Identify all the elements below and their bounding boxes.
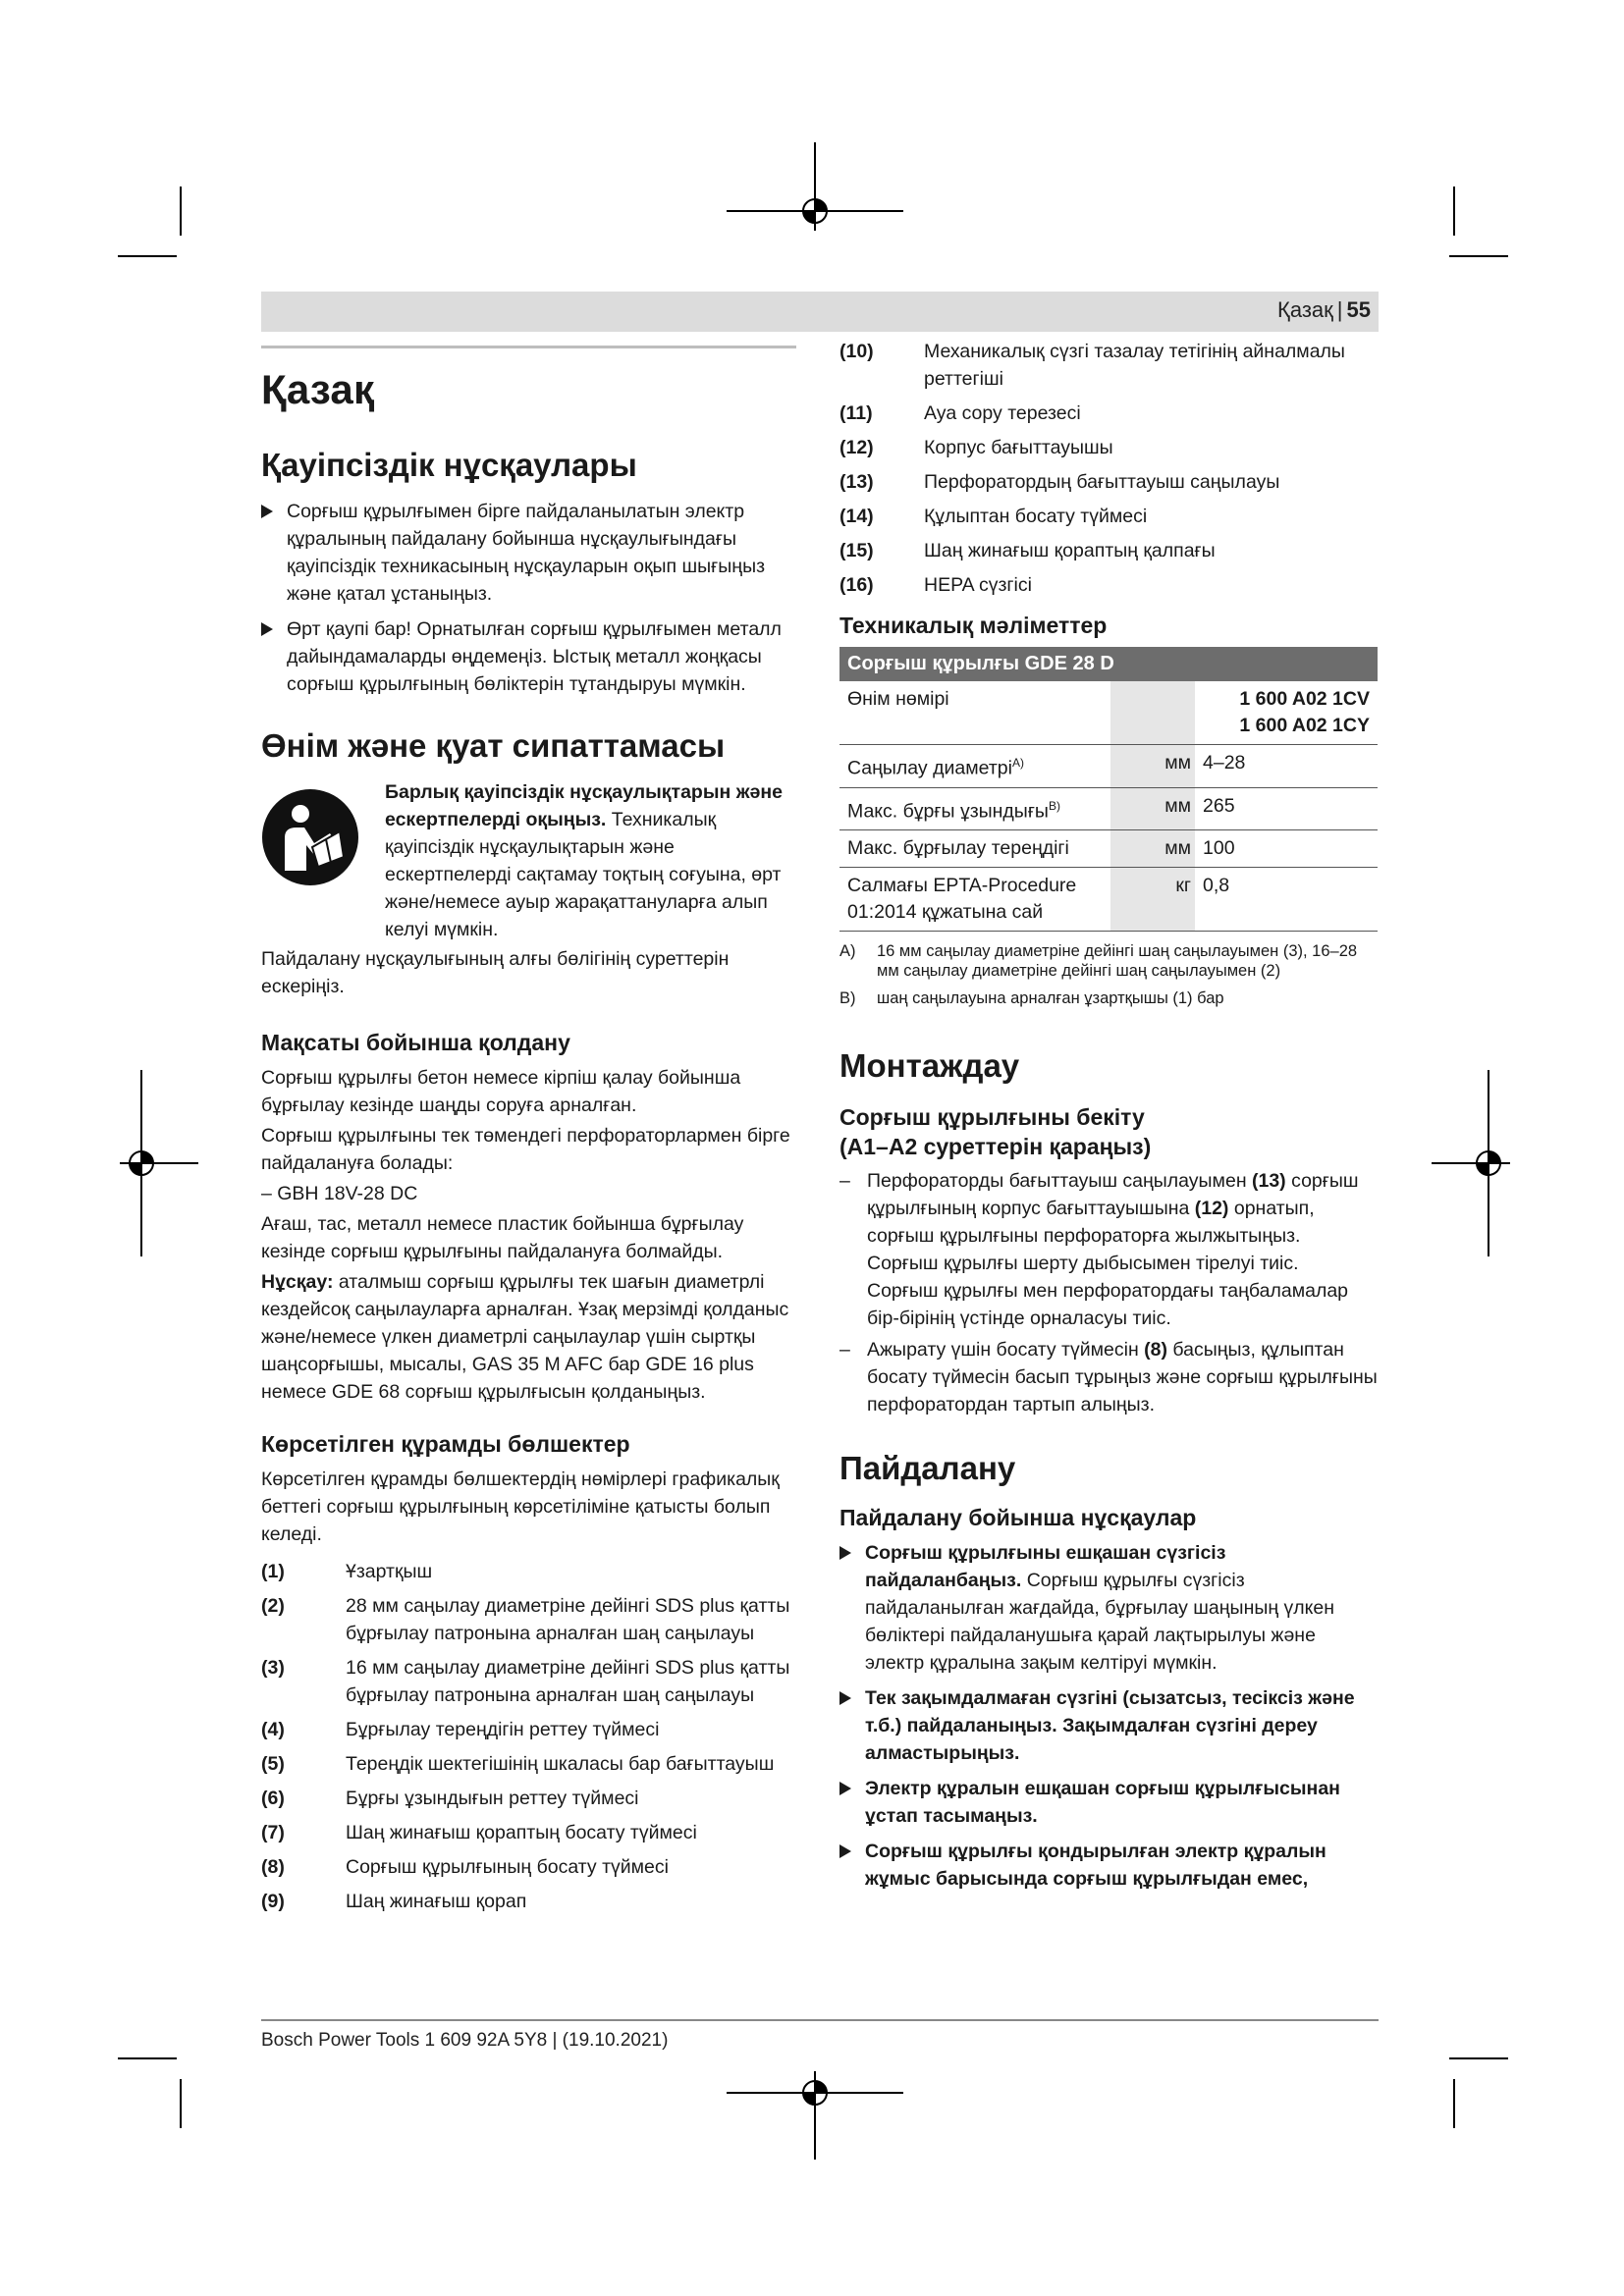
bullet-text: Сорғыш құрылғымен бірге пайдаланылатын электр құралының пайдалану бойынша нұсқаулығындағы қауіпсіздік техникасының нұсқауларын оқып шығыңыз және қатал ұстаныңыз.	[287, 501, 766, 605]
text-run: Ажырату үшін босату түймесін	[867, 1339, 1145, 1361]
purpose-paragraph: Ағаш, тас, металл немесе пластик бойынша бұрғылау кезінде сорғыш құрылғыны пайдалануға болмайды.	[261, 1213, 744, 1262]
header-separator: |	[1336, 297, 1343, 322]
row-value: 0,8	[1195, 868, 1378, 932]
row-unit: кг	[1110, 868, 1195, 932]
list-item	[839, 1167, 1378, 1332]
label-text: Саңылау диаметрі	[847, 757, 1012, 779]
fix-heading	[839, 1102, 1378, 1161]
list-item	[261, 1592, 796, 1647]
bullet-item	[261, 498, 796, 608]
purpose-model: – GBH 18V-28 DC	[261, 1183, 418, 1204]
ref-number: (12)	[1194, 1198, 1229, 1219]
list-item	[839, 537, 1378, 564]
page-number: 55	[1346, 297, 1371, 322]
footnote-label: A)	[839, 942, 856, 960]
table-row	[839, 868, 1378, 932]
crop-mark	[180, 2079, 182, 2128]
row-value	[1195, 681, 1378, 745]
item-text: HEPA сүзгісі	[924, 574, 1032, 596]
operation-heading: Пайдалану	[839, 1450, 1016, 1486]
item-number: (11)	[839, 402, 873, 424]
footnotes	[839, 941, 1378, 1008]
bullet-item	[839, 1838, 1378, 1893]
components-list-continued	[839, 338, 1378, 599]
item-text: Механикалық сүзгі тазалау тетігінің айналмалы реттегіші	[924, 341, 1345, 390]
text-run: сорғыш құрылғының корпус бағыттауышына	[867, 1170, 1359, 1219]
components-list	[261, 1558, 796, 1915]
list-item	[839, 400, 1378, 427]
step-text: Сорғыш құрылғы мен перфоратордағы таңбаламалар бір-бірінің үстінде орналасуы тиіс.	[867, 1280, 1349, 1329]
row-label: Макс. бұрғылау тереңдігі	[839, 830, 1110, 868]
tech-data-heading: Техникалық мәліметтер	[839, 613, 1108, 638]
left-column	[261, 346, 796, 1922]
page-title: Қазақ	[261, 366, 375, 412]
ref-number: (13)	[1252, 1170, 1286, 1192]
bullet-triangle-icon	[261, 622, 273, 636]
item-text: Шаң жинағыш қораптың қалпағы	[924, 540, 1216, 561]
page-footer: Bosch Power Tools 1 609 92A 5Y8 | (19.10.2021)	[261, 2030, 669, 2051]
warning-bold: Барлық қауіпсіздік нұсқаулықтарын және ескертпелерді оқыңыз.	[385, 781, 783, 830]
product-heading: Өнім және қуат сипаттамасы	[261, 727, 726, 764]
footnote-ref: B)	[1048, 798, 1060, 813]
read-manual-icon	[261, 788, 359, 886]
list-item	[261, 1654, 796, 1709]
list-item	[839, 434, 1378, 461]
row-label: Өнім нөмірі	[839, 681, 1110, 745]
list-item	[839, 503, 1378, 530]
registration-mark-icon	[727, 2071, 903, 2160]
warning-icon-wrap	[261, 778, 385, 943]
operation-bullets	[839, 1539, 1378, 1893]
crop-mark	[1449, 2057, 1508, 2059]
step-text	[867, 1167, 1378, 1250]
item-number: (1)	[261, 1561, 285, 1582]
row-label	[839, 787, 1110, 830]
crop-mark	[118, 2057, 177, 2059]
item-text: Құлыптан босату түймесі	[924, 506, 1148, 527]
table-row	[839, 745, 1378, 788]
footnote-ref: A)	[1011, 756, 1024, 770]
bullet-text: Сорғыш құрылғы сүзгісіз пайдаланылған жағдайда, бұрғылау шаңының үлкен бөліктері пайдаланушыға қарай лақтырылуы және электр құралына зақым келтіруі мүмкін.	[865, 1570, 1335, 1674]
dash-marker: –	[839, 1170, 850, 1192]
page-header	[261, 292, 1379, 332]
item-text: Шаң жинағыш қорап	[346, 1891, 527, 1912]
item-text: Ұзартқыш	[346, 1561, 433, 1582]
footnote	[839, 988, 1378, 1008]
bullet-triangle-icon	[839, 1782, 851, 1795]
top-rule	[261, 346, 796, 348]
warning-text	[385, 778, 796, 943]
fix-heading-line: (A1–A2 суреттерін қараңыз)	[839, 1134, 1152, 1159]
crop-mark	[180, 187, 182, 236]
bullet-item	[839, 1775, 1378, 1830]
list-item	[261, 1853, 796, 1881]
item-number: (15)	[839, 540, 874, 561]
crop-mark	[1449, 255, 1508, 257]
footnote-text: 16 мм саңылау диаметріне дейінгі шаң саңылауымен (3), 16–28 мм саңылау диаметріне дейінгі шаң саңылауымен (2)	[877, 942, 1358, 980]
table-header: Сорғыш құрылғы GDE 28 D	[839, 647, 1378, 681]
crop-mark	[1453, 2079, 1455, 2128]
item-number: (5)	[261, 1753, 285, 1775]
row-value: 100	[1195, 830, 1378, 868]
item-text: Перфоратордың бағыттауыш саңылауы	[924, 471, 1280, 493]
item-number: (4)	[261, 1719, 285, 1740]
list-item	[261, 1819, 796, 1846]
header-language: Қазақ	[1277, 297, 1333, 322]
bullet-triangle-icon	[839, 1691, 851, 1705]
item-text: Бұрғылау тереңдігін реттеу түймесі	[346, 1719, 660, 1740]
text-run: басыңыз, құлыптан босату түймесін басып тұрыңыз және сорғыш құрылғыны перфоратордан тартып алыңыз.	[867, 1339, 1378, 1415]
item-text: Ауа сору терезесі	[924, 402, 1081, 424]
step-text	[867, 1336, 1378, 1418]
purpose-paragraph: Сорғыш құрылғы бетон немесе кірпіш қалау бойынша бұрғылау кезінде шаңды соруға арналған.	[261, 1067, 741, 1116]
specs-table	[839, 647, 1378, 932]
fix-heading-line: Сорғыш құрылғыны бекіту	[839, 1104, 1145, 1130]
value-line: 1 600 A02 1CV	[1239, 688, 1370, 710]
safety-heading: Қауіпсіздік нұсқаулары	[261, 447, 637, 483]
item-number: (9)	[261, 1891, 285, 1912]
bullet-triangle-icon	[261, 505, 273, 518]
bullet-item	[839, 1539, 1378, 1677]
item-text: Тереңдік шектегішінің шкаласы бар бағыттауыш	[346, 1753, 775, 1775]
warning-box	[261, 778, 796, 943]
item-number: (8)	[261, 1856, 285, 1878]
warning-rest: Техникалық қауіпсіздік нұсқаулықтарын және ескертпелерді сақтамау тоқтың соғуына, өрт және/немесе ауыр жарақаттануларға алып келуі мүмкін.	[385, 809, 782, 940]
figures-note: Пайдалану нұсқаулығының алғы бөлігінің суреттерін ескеріңіз.	[261, 948, 730, 997]
purpose-paragraph: Сорғыш құрылғыны тек төмендегі перфораторлармен бірге пайдалануға болады:	[261, 1125, 790, 1174]
list-item	[839, 468, 1378, 496]
registration-mark-icon	[1432, 1070, 1510, 1256]
item-number: (16)	[839, 574, 874, 596]
table-row	[839, 830, 1378, 868]
item-number: (13)	[839, 471, 874, 493]
row-unit: мм	[1110, 745, 1195, 788]
row-unit	[1110, 681, 1195, 745]
footnote-label: B)	[839, 989, 856, 1007]
list-item	[261, 1558, 796, 1585]
table-header-row	[839, 647, 1378, 681]
table-row	[839, 681, 1378, 745]
purpose-heading: Мақсаты бойынша қолдану	[261, 1030, 570, 1055]
row-value: 265	[1195, 787, 1378, 830]
item-number: (7)	[261, 1822, 285, 1843]
item-number: (12)	[839, 437, 874, 458]
row-unit: мм	[1110, 830, 1195, 868]
dash-marker: –	[839, 1339, 850, 1361]
safety-bullets	[261, 498, 796, 698]
components-heading: Көрсетілген құрамды бөлшектер	[261, 1431, 630, 1457]
bullet-bold: Сорғыш құрылғыны ешқашан сүзгісіз пайдаланбаңыз.	[865, 1542, 1226, 1591]
bullet-triangle-icon	[839, 1546, 851, 1560]
list-item	[261, 1750, 796, 1778]
note-text: аталмыш сорғыш құрылғы тек шағын диаметрлі кездейсоқ саңылауларға арналған. Ұзақ мерзімді қолданыс және/немесе үлкен диаметрлі саңылаулар үшін сыртқы шаңсорғышы, мысалы, GAS 35 M AFC бар GDE 16 plus немесе GDE 68 сорғыш құрылғысын қолданыңыз.	[261, 1271, 789, 1403]
table-row	[839, 787, 1378, 830]
ref-number: (8)	[1144, 1339, 1167, 1361]
list-item	[839, 571, 1378, 599]
item-number: (3)	[261, 1657, 285, 1679]
text-run: Перфораторды бағыттауыш саңылауымен	[867, 1170, 1252, 1192]
step-text: Сорғыш құрылғы шерту дыбысымен тірелуі тиіс.	[867, 1253, 1299, 1274]
list-item	[839, 338, 1378, 393]
right-column	[839, 338, 1378, 1900]
value-line: 1 600 A02 1CY	[1239, 715, 1370, 736]
footnote-text: шаң саңылауына арналған ұзартқышы (1) бар	[877, 989, 1224, 1007]
header-text	[1277, 297, 1371, 323]
bullet-bold: Сорғыш құрылғы қондырылған электр құралын жұмыс барысында сорғыш құрылғыдан емес,	[865, 1841, 1326, 1890]
item-number: (14)	[839, 506, 874, 527]
bullet-text: Өрт қаупі бар! Орнатылған сорғыш құрылғымен металл дайындамаларды өңдемеңіз. Ыстық металл жоңқасы сорғыш құрылғының бөліктерін тұтандыруы мүмкін.	[287, 618, 782, 695]
components-intro: Көрсетілген құрамды бөлшектердің нөмірлері графикалық беттегі сорғыш құрылғының көрсетіліміне қатысты болып келеді.	[261, 1468, 780, 1545]
list-item	[839, 1336, 1378, 1418]
note-paragraph	[261, 1268, 796, 1406]
item-text: 28 мм саңылау диаметріне дейінгі SDS plus қатты бұрғылау патронына арналған шаң саңылауы	[346, 1595, 790, 1644]
list-item	[261, 1716, 796, 1743]
row-unit: мм	[1110, 787, 1195, 830]
crop-mark	[1453, 187, 1455, 236]
bullet-bold: Тек зақымдалмаған сүзгіні (сызатсыз, тесіксіз және т.б.) пайдаланыңыз. Зақымдалған сүзгіні дереу алмастырыңыз.	[865, 1687, 1355, 1764]
registration-mark-icon	[120, 1070, 198, 1256]
item-text: Бұрғы ұзындығын реттеу түймесі	[346, 1788, 639, 1809]
list-item	[261, 1888, 796, 1915]
item-text: Шаң жинағыш қораптың босату түймесі	[346, 1822, 697, 1843]
item-text: 16 мм саңылау диаметріне дейінгі SDS plus қатты бұрғылау патронына арналған шаң саңылауы	[346, 1657, 790, 1706]
bullet-bold: Электр құралын ешқашан сорғыш құрылғысынан ұстап тасымаңыз.	[865, 1778, 1340, 1827]
registration-mark-icon	[727, 142, 903, 231]
list-item	[261, 1785, 796, 1812]
bullet-item	[261, 615, 796, 698]
item-number: (6)	[261, 1788, 285, 1809]
assembly-heading: Монтаждау	[839, 1047, 1020, 1084]
row-label: Салмағы EPTA-Procedure 01:2014 құжатына сай	[839, 868, 1110, 932]
row-value: 4–28	[1195, 745, 1378, 788]
item-number: (2)	[261, 1595, 285, 1617]
footnote	[839, 941, 1378, 981]
bullet-triangle-icon	[839, 1844, 851, 1858]
item-text: Сорғыш құрылғының босату түймесі	[346, 1856, 669, 1878]
item-number: (10)	[839, 341, 874, 362]
operation-subheading: Пайдалану бойынша нұсқаулар	[839, 1505, 1197, 1530]
row-label	[839, 745, 1110, 788]
note-label: Нұсқау:	[261, 1271, 334, 1293]
item-text: Корпус бағыттауышы	[924, 437, 1113, 458]
footer-rule	[261, 2019, 1379, 2021]
text-run: орнатып, сорғыш құрылғыны перфораторға жылжытыңыз.	[867, 1198, 1315, 1247]
label-text: Макс. бұрғы ұзындығы	[847, 800, 1049, 822]
crop-mark	[118, 255, 177, 257]
fix-steps	[839, 1167, 1378, 1418]
bullet-item	[839, 1684, 1378, 1767]
